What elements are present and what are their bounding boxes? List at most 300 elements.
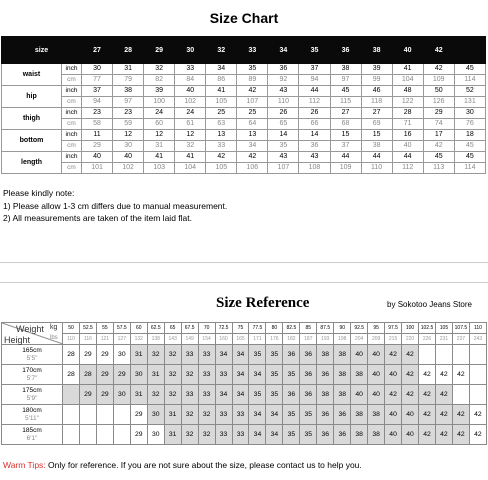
size-cell: 33 bbox=[215, 405, 232, 425]
weight-kg-cell: 52.5 bbox=[79, 323, 96, 334]
size-cell: 31 bbox=[164, 425, 181, 445]
unit-label: inch bbox=[62, 64, 82, 75]
size-reference-title: Size Reference bbox=[216, 295, 310, 311]
height-label: Height bbox=[4, 335, 31, 345]
weight-lbs-cell: 138 bbox=[147, 334, 164, 345]
size-cell: 38 bbox=[317, 385, 334, 405]
measure-value: 35 bbox=[268, 141, 299, 152]
measure-value: 99 bbox=[361, 75, 392, 86]
measure-value: 30 bbox=[113, 141, 144, 152]
weight-kg-cell: 62.5 bbox=[147, 323, 164, 334]
note-heading: Please kindly note: bbox=[3, 188, 75, 198]
measure-value: 27 bbox=[361, 108, 392, 119]
measure-value: 38 bbox=[330, 64, 361, 75]
weight-kg-cell: 102.5 bbox=[419, 323, 436, 334]
weight-lbs-cell: 215 bbox=[385, 334, 402, 345]
size-header-cell bbox=[454, 37, 485, 64]
size-cell bbox=[469, 365, 486, 385]
size-cell: 32 bbox=[164, 385, 181, 405]
size-cell: 35 bbox=[283, 365, 300, 385]
measure-value: 52 bbox=[454, 86, 485, 97]
measure-name: bottom bbox=[2, 130, 62, 152]
measure-value: 115 bbox=[330, 97, 361, 108]
size-cell bbox=[469, 345, 486, 365]
weight-lbs-cell: 243 bbox=[469, 334, 486, 345]
size-cell: 32 bbox=[181, 425, 198, 445]
height-cm: 175cm bbox=[22, 386, 42, 394]
weight-kg-cell: 77.5 bbox=[249, 323, 266, 334]
measure-value: 106 bbox=[237, 163, 268, 174]
measure-value: 102 bbox=[113, 163, 144, 174]
size-cell: 42 bbox=[469, 425, 486, 445]
size-cell: 38 bbox=[334, 345, 351, 365]
divider bbox=[0, 262, 488, 263]
measure-value: 26 bbox=[268, 108, 299, 119]
size-cell: 32 bbox=[164, 365, 181, 385]
size-header-cell: 34 bbox=[268, 37, 299, 64]
weight-lbs-cell: 209 bbox=[368, 334, 385, 345]
size-cell: 32 bbox=[147, 385, 164, 405]
size-cell: 40 bbox=[385, 365, 402, 385]
unit-label: inch bbox=[62, 86, 82, 97]
measure-value: 12 bbox=[113, 130, 144, 141]
measure-value: 69 bbox=[361, 119, 392, 130]
size-cell: 29 bbox=[96, 365, 113, 385]
height-row bbox=[2, 345, 487, 365]
size-cell: 40 bbox=[402, 405, 419, 425]
measure-value: 37 bbox=[299, 64, 330, 75]
size-cell bbox=[79, 405, 96, 425]
measure-value: 35 bbox=[237, 64, 268, 75]
measure-value: 16 bbox=[392, 130, 423, 141]
size-cell: 33 bbox=[181, 345, 198, 365]
size-cell: 32 bbox=[164, 345, 181, 365]
measure-value: 42 bbox=[423, 64, 454, 75]
size-cell: 35 bbox=[249, 345, 266, 365]
measure-value: 131 bbox=[454, 97, 485, 108]
size-cell: 34 bbox=[215, 345, 232, 365]
measure-value: 63 bbox=[206, 119, 237, 130]
size-cell: 36 bbox=[334, 405, 351, 425]
measure-value: 100 bbox=[144, 97, 175, 108]
measure-value: 15 bbox=[330, 130, 361, 141]
measure-value: 41 bbox=[392, 64, 423, 75]
weight-lbs-cell: 160 bbox=[215, 334, 232, 345]
size-cell: 42 bbox=[402, 385, 419, 405]
size-cell: 42 bbox=[419, 365, 436, 385]
measure-value: 36 bbox=[299, 141, 330, 152]
weight-lbs-cell: 237 bbox=[452, 334, 469, 345]
measure-value: 110 bbox=[268, 97, 299, 108]
height-cell bbox=[2, 425, 63, 445]
measure-value: 13 bbox=[206, 130, 237, 141]
size-cell: 33 bbox=[215, 365, 232, 385]
size-cell: 38 bbox=[368, 425, 385, 445]
height-cm: 165cm bbox=[22, 346, 42, 354]
size-cell: 34 bbox=[232, 345, 249, 365]
weight-lbs-cell: 171 bbox=[249, 334, 266, 345]
measure-value: 37 bbox=[82, 86, 113, 97]
measure-value: 97 bbox=[113, 97, 144, 108]
measure-value: 26 bbox=[299, 108, 330, 119]
measure-value: 30 bbox=[454, 108, 485, 119]
measure-value: 40 bbox=[175, 86, 206, 97]
weight-kg-cell: 95 bbox=[368, 323, 385, 334]
weight-kg-cell: 107.5 bbox=[452, 323, 469, 334]
size-cell: 31 bbox=[164, 405, 181, 425]
size-header-label: size bbox=[2, 37, 82, 64]
size-cell: 42 bbox=[385, 385, 402, 405]
height-cm: 170cm bbox=[22, 366, 42, 374]
measure-name: thigh bbox=[2, 108, 62, 130]
size-cell: 35 bbox=[300, 425, 317, 445]
measure-value: 39 bbox=[144, 86, 175, 97]
size-cell: 38 bbox=[351, 365, 368, 385]
size-cell: 29 bbox=[96, 345, 113, 365]
measure-value: 108 bbox=[299, 163, 330, 174]
size-cell: 42 bbox=[419, 385, 436, 405]
measure-value: 82 bbox=[144, 75, 175, 86]
measure-value: 42 bbox=[237, 152, 268, 163]
measure-value: 94 bbox=[299, 75, 330, 86]
size-cell bbox=[63, 425, 80, 445]
measure-value: 43 bbox=[268, 86, 299, 97]
size-header-cell: 30 bbox=[175, 37, 206, 64]
measure-value: 29 bbox=[82, 141, 113, 152]
measure-value: 42 bbox=[206, 152, 237, 163]
size-chart-row bbox=[2, 152, 486, 163]
weight-kg-cell: 55 bbox=[96, 323, 113, 334]
measure-value: 41 bbox=[175, 152, 206, 163]
measure-value: 33 bbox=[175, 64, 206, 75]
warm-tips-text: Only for reference. If you are not sure about the size, please contact us to help you. bbox=[45, 460, 362, 470]
measure-value: 27 bbox=[330, 108, 361, 119]
size-cell bbox=[96, 405, 113, 425]
measure-value: 45 bbox=[454, 141, 485, 152]
size-cell bbox=[419, 345, 436, 365]
measure-value: 24 bbox=[175, 108, 206, 119]
size-chart-row bbox=[2, 108, 486, 119]
measure-value: 44 bbox=[299, 86, 330, 97]
weight-lbs-cell: 110 bbox=[63, 334, 80, 345]
measure-value: 43 bbox=[268, 152, 299, 163]
size-cell: 36 bbox=[300, 345, 317, 365]
size-cell: 30 bbox=[113, 385, 130, 405]
size-cell: 33 bbox=[198, 385, 215, 405]
size-cell: 40 bbox=[368, 365, 385, 385]
measure-value: 74 bbox=[423, 119, 454, 130]
measure-value: 105 bbox=[206, 163, 237, 174]
size-cell: 29 bbox=[96, 385, 113, 405]
measure-value: 60 bbox=[144, 119, 175, 130]
size-cell: 32 bbox=[198, 405, 215, 425]
size-cell bbox=[63, 385, 80, 405]
size-header-cell: 32 bbox=[206, 37, 237, 64]
measure-value: 39 bbox=[361, 64, 392, 75]
unit-label: cm bbox=[62, 163, 82, 174]
measure-value: 34 bbox=[206, 64, 237, 75]
measure-value: 45 bbox=[454, 152, 485, 163]
measure-value: 97 bbox=[330, 75, 361, 86]
measure-value: 37 bbox=[330, 141, 361, 152]
unit-label: inch bbox=[62, 152, 82, 163]
size-cell: 38 bbox=[334, 365, 351, 385]
size-cell: 33 bbox=[232, 405, 249, 425]
size-cell: 40 bbox=[402, 425, 419, 445]
note-1: 1) Please allow 1-3 cm differs due to manual measurement. bbox=[3, 200, 228, 211]
size-cell: 28 bbox=[79, 365, 96, 385]
measure-value: 14 bbox=[299, 130, 330, 141]
size-cell: 29 bbox=[113, 365, 130, 385]
warm-tips-label: Warm Tips: bbox=[3, 460, 46, 470]
weight-lbs-cell: 132 bbox=[130, 334, 147, 345]
weight-kg-cell: 57.5 bbox=[113, 323, 130, 334]
store-credit: by Sokotoo Jeans Store bbox=[387, 300, 472, 309]
measure-value: 109 bbox=[330, 163, 361, 174]
measure-value: 44 bbox=[330, 152, 361, 163]
size-cell: 40 bbox=[351, 385, 368, 405]
measure-value: 25 bbox=[206, 108, 237, 119]
weight-kg-cell: 50 bbox=[63, 323, 80, 334]
measure-value: 42 bbox=[237, 86, 268, 97]
measure-name: length bbox=[2, 152, 62, 174]
size-cell: 38 bbox=[368, 405, 385, 425]
size-chart-row bbox=[2, 75, 486, 86]
measure-value: 84 bbox=[175, 75, 206, 86]
size-cell: 42 bbox=[402, 365, 419, 385]
measure-value: 113 bbox=[423, 163, 454, 174]
measure-value: 107 bbox=[268, 163, 299, 174]
size-cell: 40 bbox=[385, 425, 402, 445]
size-chart-row bbox=[2, 97, 486, 108]
size-cell: 42 bbox=[452, 365, 469, 385]
weight-lbs-cell: 187 bbox=[300, 334, 317, 345]
size-cell: 29 bbox=[130, 405, 147, 425]
size-cell: 29 bbox=[130, 425, 147, 445]
size-cell: 34 bbox=[266, 425, 283, 445]
measure-value: 42 bbox=[423, 141, 454, 152]
weight-kg-cell: 70 bbox=[198, 323, 215, 334]
weight-kg-cell: 100 bbox=[402, 323, 419, 334]
size-chart-table bbox=[1, 36, 486, 174]
measure-value: 40 bbox=[113, 152, 144, 163]
size-header-cell: 35 bbox=[299, 37, 330, 64]
size-header-cell: 33 bbox=[237, 37, 268, 64]
size-cell: 34 bbox=[249, 425, 266, 445]
size-cell: 42 bbox=[435, 385, 452, 405]
size-cell: 42 bbox=[435, 425, 452, 445]
size-cell: 34 bbox=[215, 385, 232, 405]
weight-kg-row bbox=[2, 323, 487, 334]
weight-lbs-row bbox=[2, 334, 487, 345]
measure-value: 36 bbox=[268, 64, 299, 75]
measure-value: 68 bbox=[330, 119, 361, 130]
measure-value: 114 bbox=[454, 75, 485, 86]
measure-value: 34 bbox=[237, 141, 268, 152]
weight-kg-cell: 90 bbox=[334, 323, 351, 334]
measure-name: hip bbox=[2, 86, 62, 108]
height-row bbox=[2, 385, 487, 405]
measure-value: 66 bbox=[299, 119, 330, 130]
measure-value: 71 bbox=[392, 119, 423, 130]
measure-value: 14 bbox=[268, 130, 299, 141]
measure-value: 15 bbox=[361, 130, 392, 141]
measure-value: 58 bbox=[82, 119, 113, 130]
measure-value: 45 bbox=[330, 86, 361, 97]
size-header-cell: 28 bbox=[113, 37, 144, 64]
weight-kg-cell: 67.5 bbox=[181, 323, 198, 334]
height-ft: 6'1" bbox=[26, 434, 38, 442]
measure-value: 114 bbox=[454, 163, 485, 174]
weight-lbs-cell: 143 bbox=[164, 334, 181, 345]
divider bbox=[0, 282, 488, 283]
measure-value: 45 bbox=[454, 64, 485, 75]
measure-value: 40 bbox=[392, 141, 423, 152]
size-cell: 36 bbox=[300, 365, 317, 385]
size-cell: 35 bbox=[266, 345, 283, 365]
size-cell: 34 bbox=[232, 385, 249, 405]
warm-tips bbox=[3, 460, 362, 470]
measure-value: 122 bbox=[392, 97, 423, 108]
measure-value: 44 bbox=[392, 152, 423, 163]
size-header-cell: 40 bbox=[392, 37, 423, 64]
measure-value: 104 bbox=[392, 75, 423, 86]
measure-value: 33 bbox=[206, 141, 237, 152]
size-cell: 38 bbox=[351, 425, 368, 445]
height-cm: 180cm bbox=[22, 406, 42, 414]
weight-kg-cell: 82.5 bbox=[283, 323, 300, 334]
measure-value: 112 bbox=[299, 97, 330, 108]
measure-value: 12 bbox=[175, 130, 206, 141]
measure-value: 38 bbox=[113, 86, 144, 97]
size-chart-row bbox=[2, 130, 486, 141]
size-cell: 36 bbox=[283, 345, 300, 365]
measure-value: 110 bbox=[361, 163, 392, 174]
measure-value: 109 bbox=[423, 75, 454, 86]
size-cell: 35 bbox=[266, 365, 283, 385]
measure-value: 38 bbox=[361, 141, 392, 152]
size-cell bbox=[113, 405, 130, 425]
height-row bbox=[2, 365, 487, 385]
size-chart-title: Size Chart bbox=[209, 10, 279, 26]
size-cell: 36 bbox=[334, 425, 351, 445]
measure-value: 50 bbox=[423, 86, 454, 97]
size-cell: 32 bbox=[198, 425, 215, 445]
size-cell: 42 bbox=[452, 405, 469, 425]
size-cell: 35 bbox=[283, 425, 300, 445]
size-header-cell: 42 bbox=[423, 37, 454, 64]
size-cell: 36 bbox=[283, 385, 300, 405]
measure-value: 101 bbox=[82, 163, 113, 174]
size-chart-row bbox=[2, 119, 486, 130]
measure-value: 12 bbox=[144, 130, 175, 141]
measure-value: 105 bbox=[206, 97, 237, 108]
size-cell: 38 bbox=[351, 405, 368, 425]
measure-value: 24 bbox=[144, 108, 175, 119]
height-cell bbox=[2, 345, 63, 365]
size-cell bbox=[452, 345, 469, 365]
size-cell: 29 bbox=[79, 345, 96, 365]
kg-label: kg bbox=[50, 324, 58, 331]
size-cell: 31 bbox=[147, 365, 164, 385]
size-header-cell: 36 bbox=[330, 37, 361, 64]
unit-label: cm bbox=[62, 97, 82, 108]
size-cell: 42 bbox=[419, 425, 436, 445]
measure-value: 112 bbox=[392, 163, 423, 174]
size-cell: 33 bbox=[198, 365, 215, 385]
height-ft: 5'11" bbox=[25, 414, 39, 422]
height-cell bbox=[2, 385, 63, 405]
size-cell: 34 bbox=[249, 405, 266, 425]
size-cell: 31 bbox=[130, 345, 147, 365]
size-cell: 34 bbox=[232, 365, 249, 385]
size-cell bbox=[435, 345, 452, 365]
weight-kg-cell: 65 bbox=[164, 323, 181, 334]
measure-value: 29 bbox=[423, 108, 454, 119]
size-cell: 33 bbox=[232, 425, 249, 445]
weight-height-corner bbox=[2, 323, 63, 345]
measure-value: 44 bbox=[361, 152, 392, 163]
size-cell bbox=[96, 425, 113, 445]
measure-value: 86 bbox=[206, 75, 237, 86]
size-cell: 30 bbox=[147, 425, 164, 445]
size-cell: 28 bbox=[63, 365, 80, 385]
size-cell: 32 bbox=[181, 405, 198, 425]
size-cell: 42 bbox=[452, 425, 469, 445]
size-cell bbox=[63, 405, 80, 425]
measure-value: 76 bbox=[454, 119, 485, 130]
size-header-cell: 29 bbox=[144, 37, 175, 64]
weight-lbs-cell: 226 bbox=[419, 334, 436, 345]
measure-value: 28 bbox=[392, 108, 423, 119]
measure-value: 89 bbox=[237, 75, 268, 86]
height-ft: 5'5" bbox=[26, 354, 38, 362]
size-cell: 42 bbox=[385, 345, 402, 365]
measure-value: 92 bbox=[268, 75, 299, 86]
size-cell bbox=[452, 385, 469, 405]
size-cell: 42 bbox=[469, 405, 486, 425]
weight-lbs-cell: 165 bbox=[232, 334, 249, 345]
measure-value: 77 bbox=[82, 75, 113, 86]
measure-value: 94 bbox=[82, 97, 113, 108]
size-cell: 29 bbox=[79, 385, 96, 405]
measure-name: waist bbox=[2, 64, 62, 86]
weight-kg-cell: 87.5 bbox=[317, 323, 334, 334]
unit-label: cm bbox=[62, 75, 82, 86]
size-cell: 40 bbox=[351, 345, 368, 365]
size-cell: 40 bbox=[368, 385, 385, 405]
weight-kg-cell: 75 bbox=[232, 323, 249, 334]
unit-label: inch bbox=[62, 130, 82, 141]
size-cell: 35 bbox=[283, 405, 300, 425]
height-row bbox=[2, 405, 487, 425]
measure-value: 32 bbox=[175, 141, 206, 152]
size-cell: 35 bbox=[266, 385, 283, 405]
height-ft: 5'9" bbox=[26, 394, 38, 402]
measure-value: 31 bbox=[144, 141, 175, 152]
measure-value: 45 bbox=[423, 152, 454, 163]
weight-lbs-cell: 127 bbox=[113, 334, 130, 345]
weight-lbs-cell: 204 bbox=[351, 334, 368, 345]
weight-lbs-cell: 149 bbox=[181, 334, 198, 345]
weight-lbs-cell: 182 bbox=[283, 334, 300, 345]
size-cell: 36 bbox=[317, 365, 334, 385]
measure-value: 31 bbox=[113, 64, 144, 75]
weight-lbs-cell: 193 bbox=[317, 334, 334, 345]
weight-kg-cell: 92.5 bbox=[351, 323, 368, 334]
size-cell: 30 bbox=[130, 365, 147, 385]
weight-lbs-cell: 154 bbox=[198, 334, 215, 345]
